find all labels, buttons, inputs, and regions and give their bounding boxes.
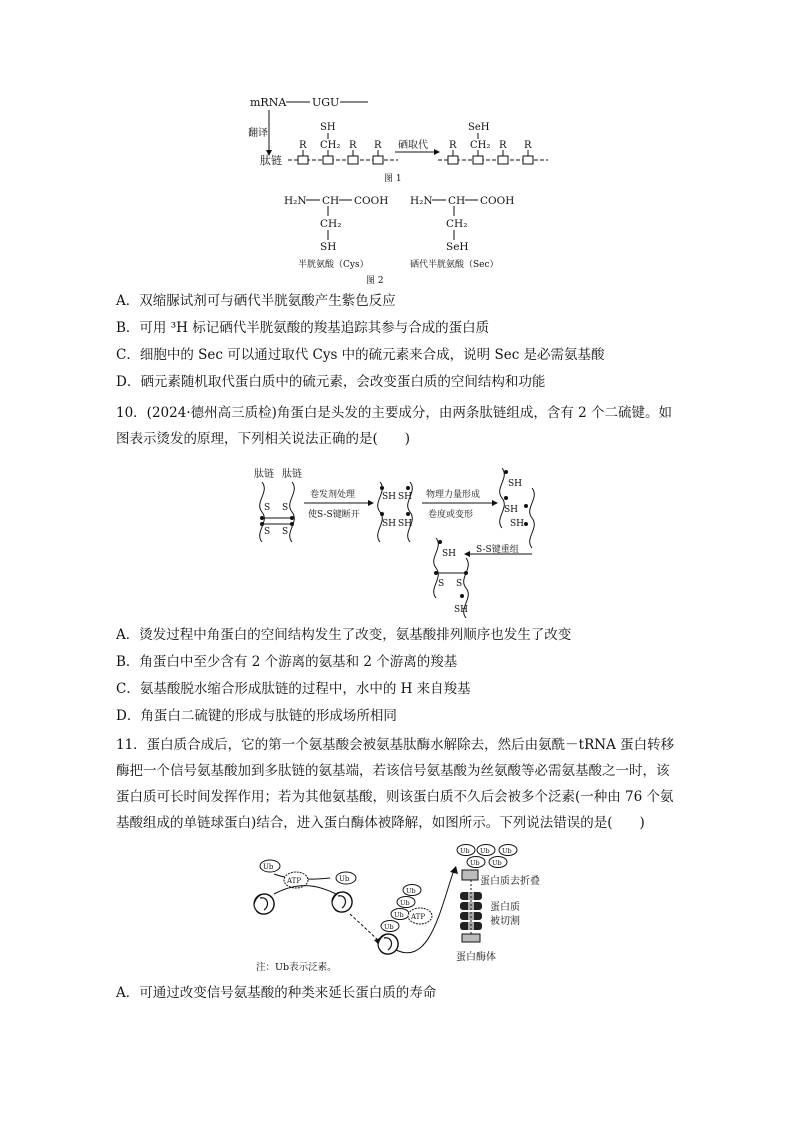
q10-option-a: A．烫发过程中角蛋白的空间结构发生了改变，氨基酸排列顺序也发生了改变 [116,627,572,643]
residue-dot [406,486,410,490]
step1-arrowhead [368,500,374,506]
cys-label: 半胱氨酸（Cys） [298,260,369,270]
step2-top-label: 物理力量形成 [426,490,481,500]
peptide-chain [530,488,535,548]
replace-arrowhead [434,149,440,155]
residue-dot [260,516,264,520]
r-group: R [374,140,382,151]
atp-label: ATP [287,877,302,885]
residue-dot [460,594,464,598]
sh-group: SH [510,519,525,529]
peptide-chain [290,482,295,542]
figure-perm-principle [248,462,558,618]
folded-protein [378,934,398,954]
mrna-label: mRNA [250,96,287,109]
cys-ch2: CH₂ [320,218,342,230]
replace-label: 硒取代 [398,140,428,151]
residue-dot [380,512,384,516]
sec-ch: CH [448,195,466,207]
proteasome-icon [460,870,482,944]
q10-stem: 10．(2024·德州高三质检)角蛋白是头发的主要成分，由两条肽链组成，含有 2 个二硫键。如图表示烫发的原理，下列相关说法正确的是( ) [116,405,673,447]
ub-label: Ub [502,847,512,855]
peptide-chain [500,468,505,528]
residue-dot [464,571,468,575]
ub-label: Ub [394,911,404,919]
sh-group: SH [508,479,523,489]
residue-dot [524,522,528,526]
ub-label: Ub [470,859,480,867]
residue-dot [524,504,528,508]
figure-ubiquitin-proteasome [240,840,560,976]
folded-protein [254,894,274,914]
step3-label: S-S键重组 [476,545,519,555]
s-atom: S [282,503,289,513]
r-group: R [449,140,457,151]
ub-label: Ub [400,899,410,907]
cys-cooh: COOH [354,195,389,207]
ub-label: Ub [384,923,394,931]
sec-h2n: H₂N [410,195,433,207]
atp-label: ATP [411,913,426,921]
dashed-arrow [350,914,378,940]
residue-dot [260,522,264,526]
s-atom: S [438,579,445,589]
figure-note: 注：Ub表示泛素。 [256,962,337,973]
ub-label: Ub [480,847,490,855]
sh-group: SH [382,492,397,502]
step1-top-label: 卷发剂处理 [310,490,356,500]
figure-2-caption: 图 2 [366,276,384,286]
sec-cooh: COOH [480,195,515,207]
figure-2-amino-acid-structures [280,190,530,286]
q9-option-c: C．细胞中的 Sec 可以通过取代 Cys 中的硫元素来合成，说明 Sec 是必需氨基酸 [116,347,605,363]
folded-protein [332,892,352,912]
step3-arrowhead [464,551,470,557]
residue-boxes-right [448,156,533,164]
q9-option-d: D．硒元素随机取代蛋白质中的硫元素，会改变蛋白质的空间结构和功能 [116,374,546,390]
q11-option-a: A．可通过改变信号氨基酸的种类来延长蛋白质的寿命 [116,985,437,1001]
ub-label: Ub [263,863,274,871]
ub-label: Ub [339,875,350,883]
process-arrowhead [450,866,458,874]
s-atom: S [282,527,289,537]
sec-label: 硒代半胱氨酸（Sec） [410,260,499,270]
q9-option-a: A．双缩脲试剂可与硒代半胱氨酸产生紫色反应 [116,293,396,309]
residue-dot [438,540,442,544]
figure-1-caption: 图 1 [384,174,402,184]
step2-arrowhead [492,500,498,506]
residue-dot [290,516,294,520]
s-atom: S [456,579,463,589]
r-group: R [299,140,307,151]
sh-group: SH [504,505,519,515]
residue-dot [406,512,410,516]
cys-ch: CH [322,195,340,207]
s-atom: S [264,527,271,537]
step2-bottom-label: 卷度或变形 [428,510,474,520]
peptide-chain [378,482,383,542]
sh-group: SH [454,605,469,615]
s-atom: S [264,503,271,513]
residue-dot [290,522,294,526]
sec-ch2: CH₂ [446,218,468,230]
residue-boxes-left [298,156,383,164]
proteasome-label: 蛋白酶体 [456,952,496,963]
q10-option-d: D．角蛋白二硫键的形成与肽链的形成场所相同 [116,708,397,724]
sh-group: SH [398,492,413,502]
peptide-chain [408,482,413,542]
r-group: R [499,140,507,151]
ch2-group: CH₂ [470,140,491,151]
translate-label: 翻译 [248,128,268,139]
ub-label: Ub [406,887,416,895]
q10-option-c: C．氨基酸脱水缩合形成肽链的过程中，水中的 H 来自羧基 [116,681,471,697]
q10-option-b: B．角蛋白中至少含有 2 个游离的氨基和 2 个游离的羧基 [116,654,458,670]
chain-label-2: 肽链 [282,469,302,480]
sh-group: SH [320,122,336,133]
seh-group: SeH [468,122,490,133]
unfold-label: 蛋白质去折叠 [480,876,540,887]
sh-group: SH [442,549,457,559]
ub-label: Ub [492,859,502,867]
q11-stem: 11．蛋白质合成后，它的第一个氨基酸会被氨基肽酶水解除去，然后由氨酰－tRNA 蛋白转移酶把一个信号氨基酸加到多肽链的氨基端，若该信号氨基酸为丝氨酸等必需氨基酸之一时，该蛋白质可长时间发挥作用；若为其他氨基酸，则该蛋白质不久后会被多个泛素(一种由 76 个氨基酸组成的单链球蛋白)结合，进入蛋白酶体被降解，如图所示。下列说法错误的是( ) [116,737,675,831]
residue-dot [504,470,508,474]
sec-seh: SeH [446,241,469,253]
residue-dot [504,496,508,500]
sh-group: SH [398,519,413,529]
cut-label-line2: 被切割 [490,916,520,927]
q9-option-b: B．可用 ³H 标记硒代半胱氨酸的羧基追踪其参与合成的蛋白质 [116,320,490,336]
cys-sh: SH [320,241,337,253]
residue-dot [434,571,438,575]
figure-1-selenocysteine-incorporation [240,88,570,184]
ch2-group: CH₂ [320,140,341,151]
sh-group: SH [382,519,397,529]
step1-bottom-label: 使S-S键断开 [308,510,360,520]
residue-dot [380,486,384,490]
codon-label: UGU [312,96,340,109]
peptide-chain [434,538,439,598]
chain-label: 肽链 [260,154,282,167]
process-arrow [274,886,336,894]
r-group: R [524,140,532,151]
cut-label-line1: 蛋白质 [490,902,520,913]
chain-label-1: 肽链 [254,469,274,480]
r-group: R [349,140,357,151]
ub-label: Ub [460,847,470,855]
cys-h2n: H₂N [284,195,307,207]
